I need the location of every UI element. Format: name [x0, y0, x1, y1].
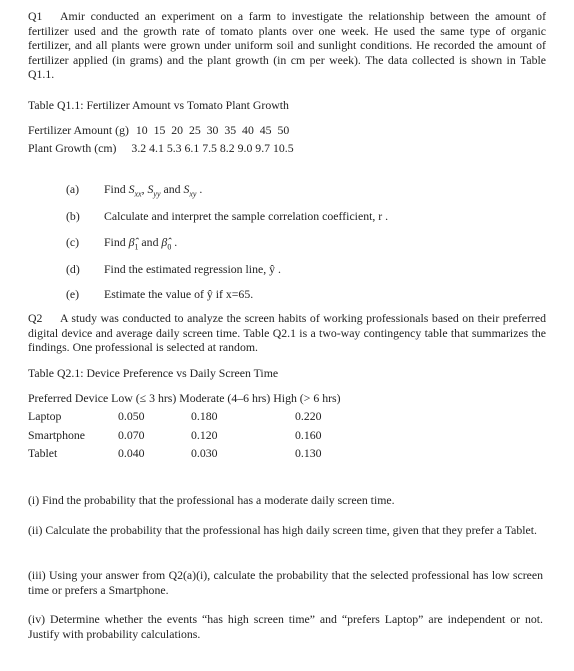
- device-cell: Laptop: [28, 409, 62, 423]
- q2-table-header: Preferred Device Low (≤ 3 hrs) Moderate (4–6 hrs) High (> 6 hrs): [28, 391, 341, 405]
- device-cell: Tablet: [28, 446, 58, 460]
- q1-row-label: Plant Growth (cm): [28, 141, 117, 155]
- q1-row-values: 10 15 20 25 30 35 40 45 50: [135, 123, 290, 137]
- q1-text: Amir conducted an experiment on a farm to investigate the relationship between the amount of fertilizer used and the growth rate of tomato plants over one week. He used the same type of organic fertilizer, and all plants were grown under uniform soil and sunlight conditions. He recorded the amount of fertilizer applied (in grams) and the plant growth (in cm per week). The data collected is shown in Table Q1.1.: [28, 9, 546, 81]
- part-text: Find $\betâ_1$ and $\betâ_0$ .: [104, 235, 178, 252]
- part-label: (d): [66, 262, 80, 276]
- q2-part-ii: (ii) Calculate the probability that the professional has high daily screen time, given that they prefer a Tablet.: [28, 523, 538, 537]
- q1-table-row-growth: [28, 141, 294, 156]
- q2-part-i: (i) Find the probability that the professional has a moderate daily screen time.: [28, 493, 395, 507]
- part-label: (b): [66, 209, 80, 223]
- moderate-cell: 0.180: [191, 409, 218, 423]
- q2-number: Q2: [28, 311, 43, 325]
- part-text: Estimate the value of ŷ if x=65.: [104, 287, 254, 301]
- low-cell: 0.040: [118, 446, 145, 460]
- q2-part-iv: (iv) Determine whether the events “has high screen time” and “prefers Laptop” are independent or not. Justify with probability calculations.: [28, 612, 543, 641]
- low-cell: 0.070: [118, 428, 145, 442]
- part-text: Calculate and interpret the sample correlation coefficient, r .: [104, 209, 389, 223]
- q2-text: A study was conducted to analyze the screen habits of working professionals based on their preferred digital device and average daily screen time. Table Q2.1 is a two-way contingency table that summarizes the findings. One professional is selected at random.: [28, 311, 546, 354]
- part-text: Find the estimated regression line, ŷ .: [104, 262, 281, 276]
- moderate-cell: 0.120: [191, 428, 218, 442]
- q2-part-iii: (iii) Using your answer from Q2(a)(i), calculate the probability that the selected professional has low screen time or prefers a Smartphone.: [28, 568, 543, 597]
- part-label: (c): [66, 235, 80, 249]
- part-text: Find $S_{xx}$, $S_{yy}$ and $S_{xy}$ .: [104, 182, 203, 199]
- low-cell: 0.050: [118, 409, 145, 423]
- q1-number: Q1: [28, 9, 43, 23]
- device-cell: Smartphone: [28, 428, 86, 442]
- q2-table-title: Table Q2.1: Device Preference vs Daily Screen Time: [28, 366, 279, 380]
- high-cell: 0.160: [295, 428, 322, 442]
- q1-row-label: Fertilizer Amount (g): [28, 123, 129, 137]
- q1-table-row-fertilizer: [28, 123, 289, 138]
- high-cell: 0.220: [295, 409, 322, 423]
- part-label: (e): [66, 287, 80, 301]
- q1-table-title: Table Q1.1: Fertilizer Amount vs Tomato Plant Growth: [28, 98, 289, 112]
- part-label: (a): [66, 182, 80, 196]
- q1-paragraph: [28, 9, 546, 82]
- high-cell: 0.130: [295, 446, 322, 460]
- moderate-cell: 0.030: [191, 446, 218, 460]
- q2-paragraph: [28, 311, 546, 355]
- q1-row-values: 3.2 4.1 5.3 6.1 7.5 8.2 9.0 9.7 10.5: [131, 141, 294, 155]
